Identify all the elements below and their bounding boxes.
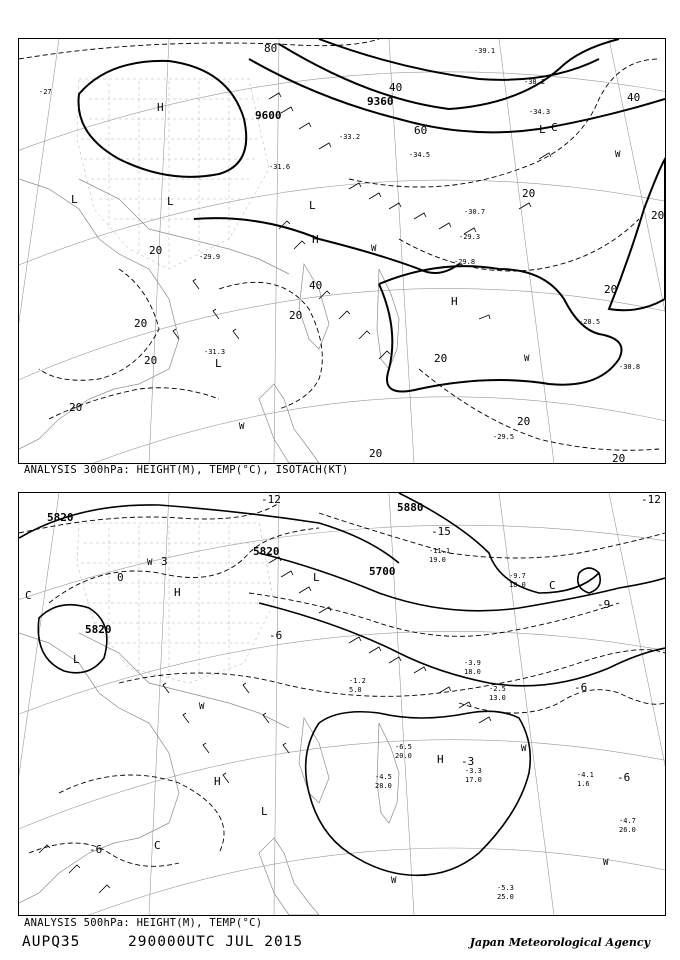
height-label: 5820 [85,623,112,636]
isotach-label: 40 [389,81,403,94]
station-value: 20.0 [395,752,412,760]
isotach-label: 20 [69,401,83,414]
height-label: 5820 [47,511,74,524]
center-marker: C [25,589,32,602]
panel-caption-500hpa: ANALYSIS 500hPa: HEIGHT(M), TEMP(°C) [24,917,263,929]
isotach-label: 40 [309,279,323,292]
isotherm-label: 3 [161,555,168,568]
wind-marker: W [371,244,377,254]
station-value: -6.5 [395,743,412,751]
temp-label: -30.7 [464,208,486,216]
height-contours [19,493,665,875]
low-center-marker: L [215,357,222,370]
isotherm-label: -15 [431,525,451,538]
station-value: -9.7 [509,572,526,580]
height-labels [47,501,424,636]
temp-label: -28.5 [579,318,601,326]
high-center-marker: H [312,233,319,246]
temp-label: -34.3 [529,108,551,116]
isotach-label: 20 [149,244,163,257]
temp-label: -38.2 [524,78,546,86]
wind-markers [239,150,621,432]
isotherm-label: -9 [597,598,611,611]
temp-label: -31.6 [269,163,291,171]
valid-time: 290000UTC JUL 2015 [128,934,304,950]
low-center-marker: L [261,805,268,818]
high-center-marker: H [214,775,221,788]
isotherm-labels [89,493,661,856]
chart-code: AUPQ35 [22,934,81,950]
temp-label: -27 [39,88,52,96]
station-value: 17.0 [465,776,482,784]
isotherm-label: -12 [261,493,281,506]
coastlines [19,179,399,463]
graticule [19,493,665,915]
station-value: -2.5 [489,685,506,693]
isotach-label: 20 [369,447,383,460]
low-center-marker: L [309,199,316,212]
isotherm-label: -6 [269,629,283,642]
temp-label: -29.9 [199,253,221,261]
coastlines [19,633,399,915]
station-data [349,547,636,901]
station-value: 13.0 [489,694,506,702]
low-center-marker: L [73,653,80,666]
isotach-label: 20 [604,283,618,296]
temp-label: -29.5 [493,433,515,441]
high-center-marker: H [157,101,164,114]
temp-label: -34.5 [409,151,431,159]
station-value: 28.0 [375,782,392,790]
isotach-label: 20 [612,452,626,463]
height-label: 9600 [255,109,282,122]
hatch-region [77,523,274,683]
temp-label: -33.2 [339,133,361,141]
station-value: 5.0 [349,686,362,694]
station-value: -1.2 [349,677,366,685]
isotach-label: 20 [517,415,531,428]
isotherm-label: 0 [117,571,124,584]
isotach-label: 20 [434,352,448,365]
wind-marker: W [147,558,153,568]
low-center-marker: L [539,123,546,136]
station-value: 19.0 [429,556,446,564]
low-center-marker: L [167,195,174,208]
temp-label: -29.8 [454,258,476,266]
agency-name: Japan Meteorological Agency [469,936,650,949]
isotherms [19,503,665,866]
isotach-label: 20 [651,209,665,222]
isotherm-label: -6 [89,843,103,856]
panel-caption-300hpa: ANALYSIS 300hPa: HEIGHT(M), TEMP(°C), ISOTACH(KT) [24,464,349,476]
wind-marker: W [603,858,609,868]
station-value: 1.6 [577,780,590,788]
station-value: 18.0 [464,668,481,676]
center-marker: C [551,121,558,134]
wind-marker: W [521,744,527,754]
wind-marker: W [199,702,205,712]
height-labels [255,95,394,122]
isotherm-label: -12 [641,493,661,506]
temp-label: -39.1 [474,47,496,55]
map-panel-500hpa [18,492,666,916]
map-500hpa-drawing [19,493,665,915]
low-center-marker: L [313,571,320,584]
height-label: 5700 [369,565,396,578]
isotherm-label: -6 [574,681,588,694]
station-value: 25.0 [497,893,514,901]
station-value: -5.3 [497,884,514,892]
map-300hpa-drawing [19,39,665,463]
station-value: -4.7 [619,817,636,825]
high-center-marker: H [451,295,458,308]
isotach-label: 20 [134,317,148,330]
isotach-label: 40 [627,91,641,104]
isotherm-label: -3 [461,755,475,768]
low-center-marker: L [71,193,78,206]
station-value: -4.5 [375,773,392,781]
station-value: -3.3 [465,767,482,775]
high-center-marker: H [174,586,181,599]
center-marker: C [154,839,161,852]
temp-label: -29.3 [459,233,481,241]
height-label: 9360 [367,95,394,108]
height-label: 5880 [397,501,424,514]
isotach-label: 20 [289,309,303,322]
isotherm-label: -6 [617,771,631,784]
height-label: 5820 [253,545,280,558]
wind-markers [147,558,609,886]
station-value: 26.0 [619,826,636,834]
isotach-label: 80 [264,42,278,55]
station-value: 18.0 [509,581,526,589]
high-center-marker: H [437,753,444,766]
wind-marker: W [524,354,530,364]
wind-marker: W [391,876,397,886]
wind-marker: W [239,422,245,432]
temp-label: -31.3 [204,348,226,356]
station-value: -3.9 [464,659,481,667]
map-panel-300hpa [18,38,666,464]
station-value: -4.1 [577,771,594,779]
wind-barbs [39,557,491,893]
center-marker: C [549,579,556,592]
isotach-label: 20 [144,354,158,367]
wind-marker: W [615,150,621,160]
station-value: -11.1 [429,547,451,555]
isotach-label: 20 [522,187,536,200]
temp-label: -30.8 [619,363,641,371]
isotach-label: 60 [414,124,428,137]
